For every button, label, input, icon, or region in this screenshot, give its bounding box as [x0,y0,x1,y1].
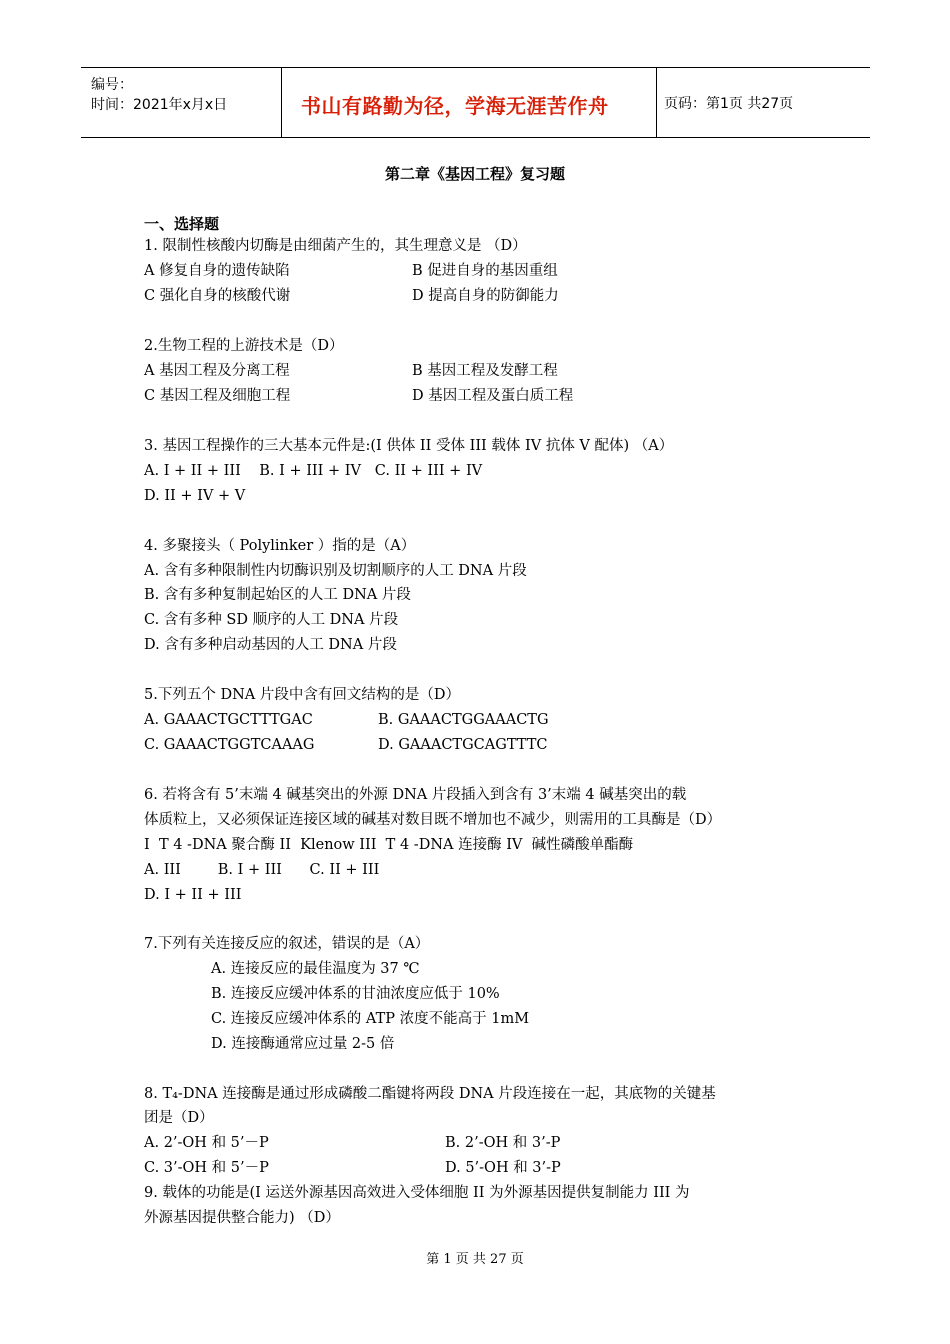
header-motto-cell [281,68,657,137]
question-2: 2.生物工程的上游技术是（D） [144,338,344,354]
question-6-line-1: 6. 若将含有 5’末端 4 碱基突出的外源 DNA 片段插入到含有 3’末端 4 碱基突出的载 [144,787,687,803]
page-footer: 第 1 页 共 27 页 [426,1252,524,1267]
document-title: 第二章《基因工程》复习题 [384,165,565,183]
question-8-line-2: 团是（D） [144,1110,214,1126]
option-3d: D. II + IV + V [144,488,246,504]
option-5c: C. GAAACTGGTCAAAG [144,737,315,753]
option-2b: B 基因工程及发酵工程 [412,363,558,379]
option-5d: D. GAAACTGCAGTTTC [378,737,548,753]
number-label: 编号： [91,77,133,93]
option-4d: D. 含有多种启动基因的人工 DNA 片段 [144,637,397,653]
question-9-line-2: 外源基因提供整合能力) （D） [144,1210,340,1226]
option-4b: B. 含有多种复制起始区的人工 DNA 片段 [144,587,411,603]
option-7a: A. 连接反应的最佳温度为 37 ℃ [211,961,420,977]
header-left-cell [81,68,281,137]
option-8c: C. 3’-OH 和 5’－P [144,1160,269,1176]
section-heading: 一、选择题 [144,215,220,233]
option-8a: A. 2’-OH 和 5’－P [144,1135,269,1151]
option-4c: C. 含有多种 SD 顺序的人工 DNA 片段 [144,612,399,628]
options-6abc: A. III B. I + III C. II + III [144,862,380,878]
option-5b: B. GAAACTGGAAACTG [378,712,549,728]
option-1d: D 提高自身的防御能力 [412,288,559,304]
option-4a: A. 含有多种限制性内切酶识别及切割顺序的人工 DNA 片段 [144,563,527,579]
question-4: 4. 多聚接头（ Polylinker ）指的是（A） [144,538,416,554]
option-7d: D. 连接酶通常应过量 2-5 倍 [211,1036,395,1052]
option-2a: A 基因工程及分离工程 [144,363,290,379]
question-9-line-1: 9. 载体的功能是(I 运送外源基因高效进入受体细胞 II 为外源基因提供复制能力 III 为 [144,1185,690,1201]
option-7b: B. 连接反应缓冲体系的甘油浓度应低于 10% [211,986,500,1002]
option-1b: B 促进自身的基因重组 [412,263,558,279]
option-6d: D. I + II + III [144,887,242,903]
question-5: 5.下列五个 DNA 片段中含有回文结构的是（D） [144,687,460,703]
page-info: 页码：第1页 共27页 [664,96,794,112]
question-6-line-2: 体质粒上，又必须保证连接区域的碱基对数目既不增加也不减少，则需用的工具酶是（D） [144,812,722,828]
option-1c: C 强化自身的核酸代谢 [144,288,291,304]
question-3: 3. 基因工程操作的三大基本元件是:(I 供体 II 受体 III 载体 IV 抗体 V 配体) （A） [144,438,674,454]
motto-text: 书山有路勤为径，学海无涯苦作舟 [301,94,609,118]
question-7: 7.下列有关连接反应的叙述，错误的是（A） [144,936,430,952]
option-5a: A. GAAACTGCTTTGAC [144,712,313,728]
time-label: 时间：2021年x月x日 [91,97,228,113]
option-8b: B. 2’-OH 和 3’-P [445,1135,561,1151]
option-2c: C 基因工程及细胞工程 [144,388,291,404]
page-header [81,67,870,138]
option-8d: D. 5’-OH 和 3’-P [445,1160,561,1176]
question-1: 1. 限制性核酸内切酶是由细菌产生的，其生理意义是 （D） [144,238,527,254]
option-7c: C. 连接反应缓冲体系的 ATP 浓度不能高于 1mM [211,1011,530,1027]
question-8-line-1: 8. T₄-DNA 连接酶是通过形成磷酸二酯键将两段 DNA 片段连接在一起，其底物的关键基 [144,1086,716,1102]
option-1a: A 修复自身的遗传缺陷 [144,263,290,279]
header-page-cell [656,68,870,137]
options-3abc: A. I + II + III B. I + III + IV C. II + III + IV [144,463,483,479]
question-6-line-3: I T 4 -DNA 聚合酶 II Klenow III T 4 -DNA 连接酶 IV 碱性磷酸单酯酶 [144,837,634,853]
option-2d: D 基因工程及蛋白质工程 [412,388,574,404]
